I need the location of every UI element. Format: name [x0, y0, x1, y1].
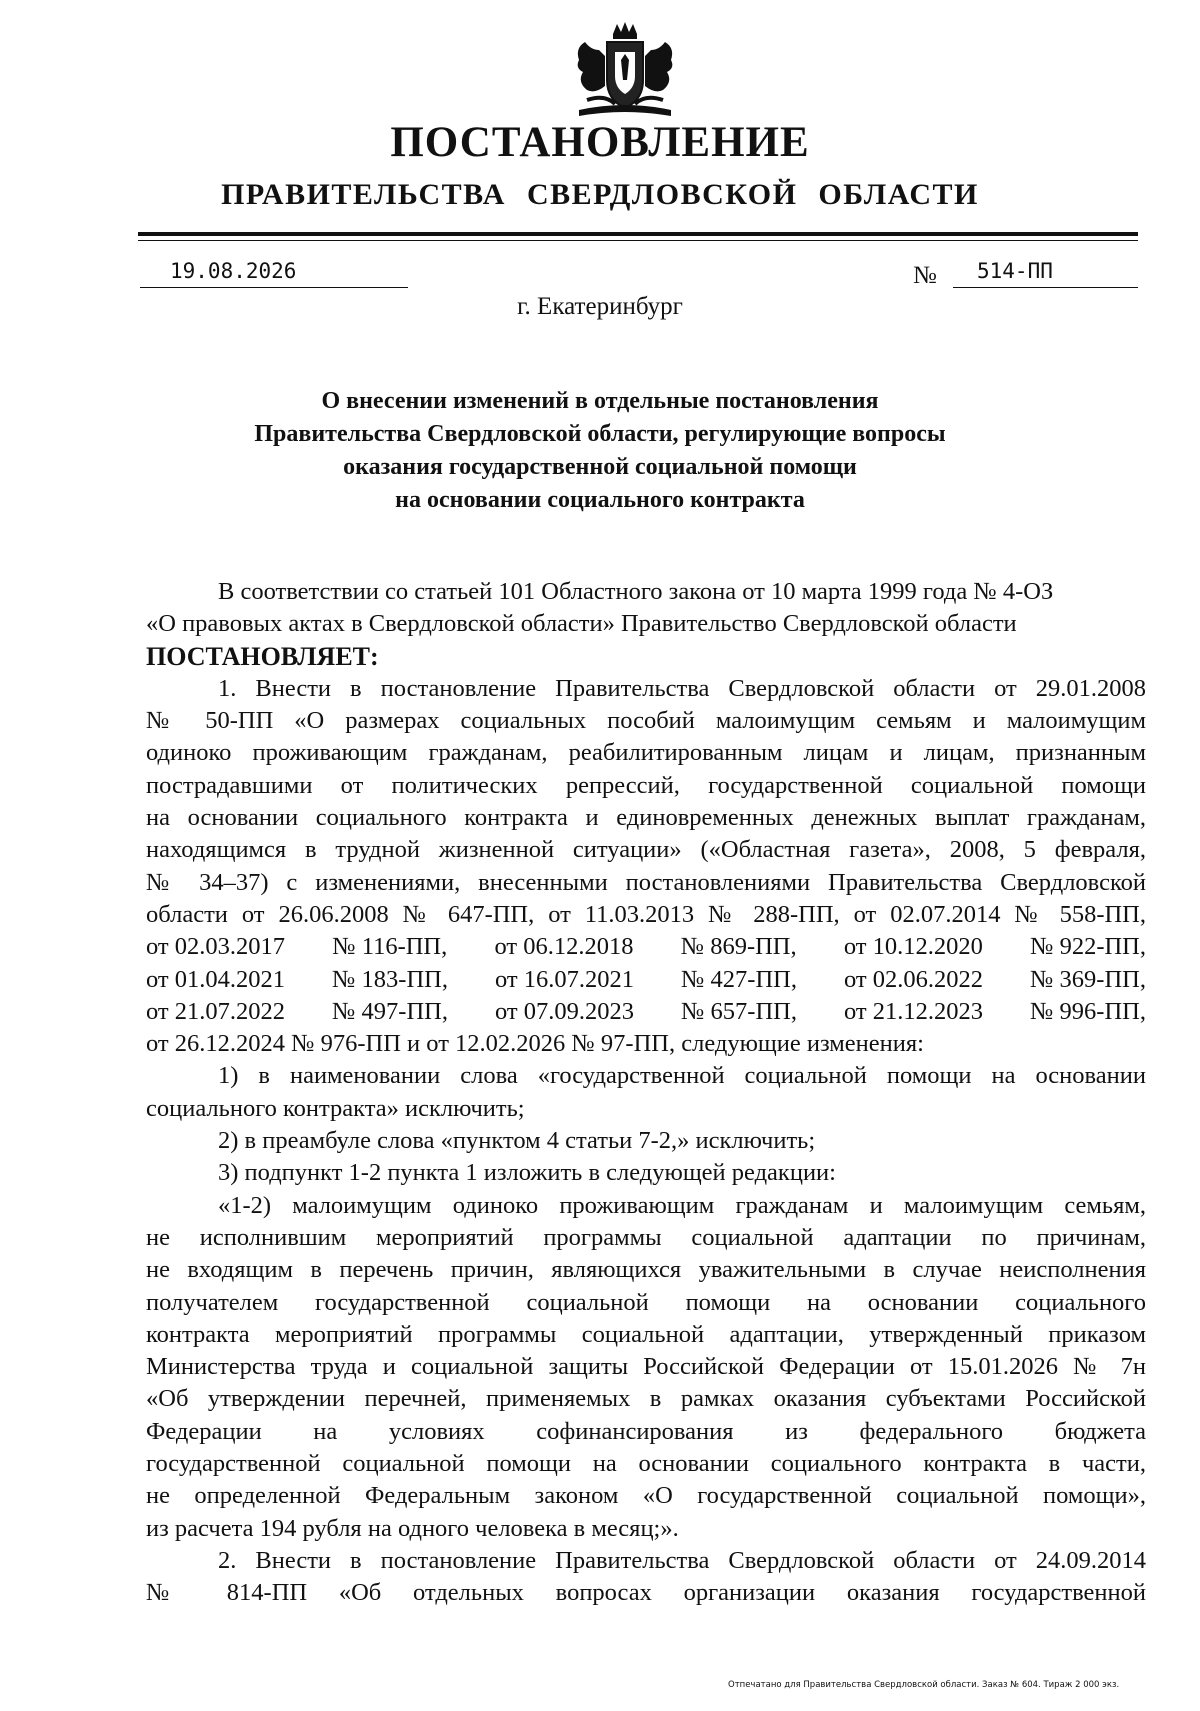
quote-line: «Об утверждении перечней, применяемых в рамках оказания субъектами Российской — [146, 1385, 1146, 1413]
document-title-line: Правительства Свердловской области, регулирующие вопросы — [254, 421, 946, 447]
document-title-line: на основании социального контракта — [395, 487, 805, 513]
body-line: «О правовых актах в Свердловской области» Правительство Свердловской области — [146, 610, 1017, 638]
amendment-number: № 116-ПП, — [332, 933, 448, 961]
body-line: области от 26.06.2008 № 647-ПП, от 11.03.2013 № 288-ПП, от 02.07.2014 № 558-ПП, — [146, 900, 1146, 928]
amendment-row — [146, 931, 1146, 963]
amendment-row — [146, 964, 1146, 996]
city: г. Екатеринбург — [517, 293, 683, 320]
amendment-date: от 21.07.2022 — [146, 997, 286, 1025]
quote-line: из расчета 194 рубля на одного человека в месяц;». — [146, 1514, 679, 1542]
amendment-date: от 06.12.2018 — [494, 933, 634, 961]
amendment-date: от 01.04.2021 — [146, 965, 286, 993]
quote-line: не исполнившим мероприятий программы социальной адаптации по причинам, — [146, 1223, 1146, 1251]
quote-line: Министерства труда и социальной защиты Российской Федерации от 15.01.2026 № 7н — [146, 1353, 1146, 1381]
amendment-date: от 07.09.2023 — [495, 997, 635, 1025]
document-heading: ПОСТАНОВЛЕНИЕ — [390, 119, 810, 166]
quote-line: государственной социальной помощи на основании социального контракта в части, — [146, 1450, 1146, 1478]
decree-number: 514-ПП — [977, 259, 1053, 283]
amendment-date: от 16.07.2021 — [495, 965, 635, 993]
print-footer: Отпечатано для Правительства Свердловской области. Заказ № 604. Тираж 2 000 экз. — [728, 1680, 1120, 1690]
quote-line: получателем государственной социальной помощи на основании социального — [146, 1288, 1146, 1316]
amendment-number: № 996-ПП, — [1030, 997, 1146, 1025]
quote-line: «1-2) малоимущим одиноко проживающим гражданам и малоимущим семьям, — [218, 1191, 1146, 1219]
body-line: социального контракта» исключить; — [146, 1094, 525, 1122]
amendment-number: № 497-ПП, — [332, 997, 448, 1025]
body-line: 1) в наименовании слова «государственной социальной помощи на основании — [218, 1062, 1146, 1090]
document-title-line: оказания государственной социальной помощи — [343, 454, 857, 480]
body-line: 2) в преамбуле слова «пунктом 4 статьи 7-2,» исключить; — [218, 1127, 816, 1155]
header-divider-thin — [138, 240, 1138, 241]
quote-line: не входящим в перечень причин, являющихся уважительными в случае неисполнения — [146, 1256, 1146, 1284]
body-line: 2. Внести в постановление Правительства Свердловской области от 24.09.2014 — [218, 1546, 1146, 1574]
body-line: № 50-ПП «О размерах социальных пособий малоимущим семьям и малоимущим — [146, 707, 1146, 735]
header-divider-thick — [138, 232, 1138, 236]
document-title-line: О внесении изменений в отдельные постановления — [321, 388, 879, 414]
quote-line: Федерации на условиях софинансирования из федерального бюджета — [146, 1417, 1146, 1445]
body-line: № 814-ПП «Об отдельных вопросах организации оказания государственной — [146, 1579, 1146, 1607]
amendment-date: от 02.03.2017 — [146, 933, 286, 961]
body-line: 1. Внести в постановление Правительства Свердловской области от 29.01.2008 — [218, 674, 1146, 702]
amendment-number: № 369-ПП, — [1030, 965, 1146, 993]
quote-line: не определенной Федеральным законом «О государственной социальной помощи», — [146, 1482, 1146, 1510]
body-line: 3) подпункт 1-2 пункта 1 изложить в следующей редакции: — [218, 1159, 836, 1187]
amendment-date: от 10.12.2020 — [843, 933, 983, 961]
amendment-number: № 869-ПП, — [680, 933, 797, 961]
decree-date-field — [140, 255, 408, 288]
amendment-number: № 657-ПП, — [681, 997, 797, 1025]
body-line: находящимся в трудной жизненной ситуации» («Областная газета», 2008, 5 февраля, — [146, 836, 1146, 864]
number-sign: № — [913, 262, 937, 289]
body-line: от 26.12.2024 № 976-ПП и от 12.02.2026 № 97-ПП, следующие изменения: — [146, 1030, 924, 1058]
coat-of-arms-icon — [565, 20, 685, 122]
document-body — [146, 576, 1146, 1610]
body-line: одиноко проживающим гражданам, реабилитированным лицам и лицам, признанным — [146, 739, 1146, 767]
issuing-authority: ПРАВИТЕЛЬСТВА СВЕРДЛОВСКОЙ ОБЛАСТИ — [221, 178, 979, 211]
decree-word: ПОСТАНОВЛЯЕТ: — [146, 641, 379, 671]
amendment-number: № 183-ПП, — [332, 965, 448, 993]
amendment-number: № 922-ПП, — [1030, 933, 1146, 961]
quote-line: контракта мероприятий программы социальной адаптации, утвержденный приказом — [146, 1320, 1146, 1348]
amendment-number: № 427-ПП, — [681, 965, 797, 993]
body-line: № 34–37) с изменениями, внесенными постановлениями Правительства Свердловской — [146, 868, 1146, 896]
document-title — [200, 385, 1000, 517]
amendment-date: от 21.12.2023 — [844, 997, 984, 1025]
decree-number-field — [953, 255, 1138, 288]
amendment-date: от 02.06.2022 — [844, 965, 984, 993]
body-line: пострадавшими от политических репрессий, государственной социальной помощи — [146, 771, 1146, 799]
body-line: В соответствии со статьей 101 Областного закона от 10 марта 1999 года № 4-ОЗ — [218, 578, 1054, 605]
decree-date: 19.08.2026 — [170, 259, 297, 283]
body-line: на основании социального контракта и единовременных денежных выплат гражданам, — [146, 804, 1146, 832]
amendment-row — [146, 996, 1146, 1028]
